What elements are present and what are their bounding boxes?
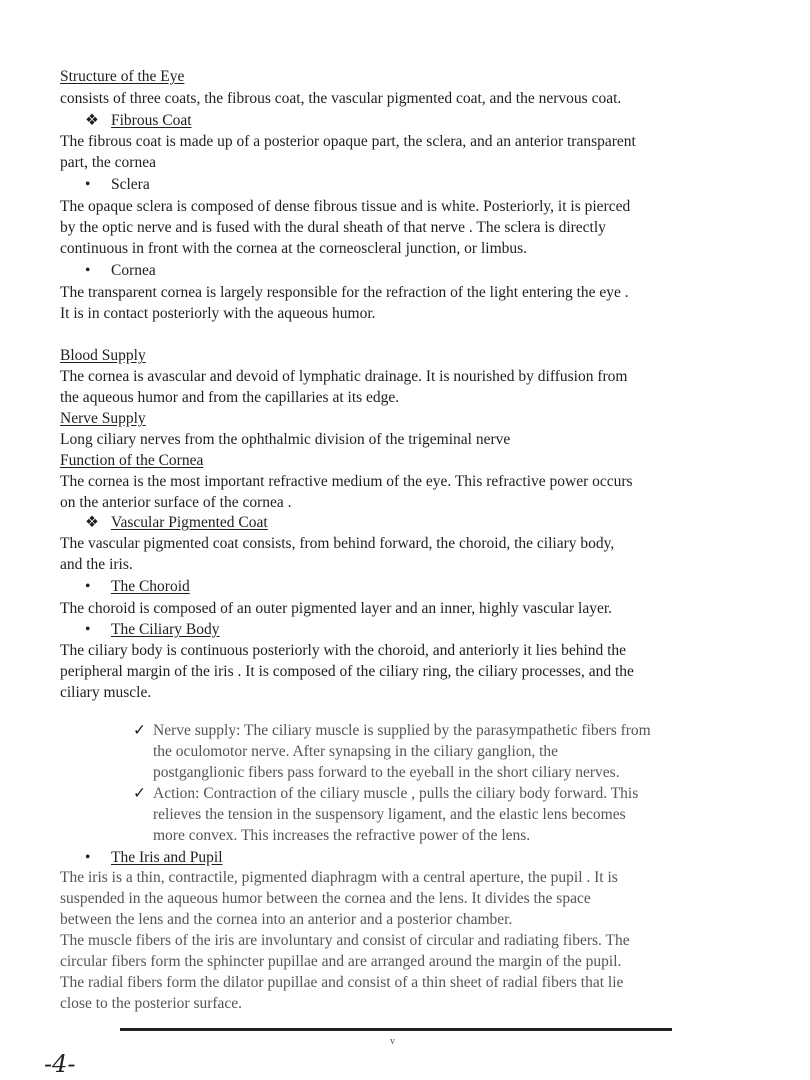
bullet-icon: • (85, 262, 91, 279)
paragraph-line: The transparent cornea is largely responsible for the refraction of the light entering the eye . (60, 284, 629, 301)
paragraph-line: The choroid is composed of an outer pigmented layer and an inner, highly vascular layer. (60, 600, 613, 617)
cornea-heading (85, 260, 156, 281)
paragraph-line: close to the posterior surface. (60, 995, 243, 1012)
diamond-bullet-icon: ❖ (85, 112, 99, 129)
paragraph-line: the aqueous humor and from the capillaries at its edge. (60, 389, 400, 406)
iris-title: The Iris and Pupil (111, 849, 223, 866)
check-icon: ✓ (133, 722, 146, 739)
vascular-coat-heading (85, 512, 268, 533)
nerve-supply-heading: Nerve Supply (60, 410, 146, 427)
paragraph-line: The fibrous coat is made up of a posterior opaque part, the sclera, and an anterior transparent (60, 133, 636, 150)
intro-text: consists of three coats, the fibrous coat, the vascular pigmented coat, and the nervous coat. (60, 90, 622, 107)
bullet-icon: • (85, 849, 91, 866)
paragraph-line: The muscle fibers of the iris are involuntary and consist of circular and radiating fibers. The (60, 932, 630, 949)
choroid-title: The Choroid (111, 578, 190, 595)
paragraph-line: The iris is a thin, contractile, pigmented diaphragm with a central aperture, the pupil . It is (60, 869, 618, 886)
function-heading: Function of the Cornea (60, 452, 204, 469)
fibrous-coat-heading (85, 110, 192, 131)
paragraph-line: ciliary muscle. (60, 684, 152, 701)
choroid-heading (85, 576, 190, 597)
bullet-icon: • (85, 578, 91, 595)
bullet-icon: • (85, 176, 91, 193)
paragraph-line: suspended in the aqueous humor between the cornea and the lens. It divides the space (60, 890, 591, 907)
paragraph-line: The cornea is the most important refractive medium of the eye. This refractive power occurs (60, 473, 633, 490)
paragraph-line: The cornea is avascular and devoid of lymphatic drainage. It is nourished by diffusion from (60, 368, 628, 385)
cornea-title: Cornea (111, 262, 156, 279)
paragraph-line: between the lens and the cornea into an anterior and a posterior chamber. (60, 911, 513, 928)
footer-mark: v (390, 1036, 395, 1047)
check-item-line: the oculomotor nerve. After synapsing in the ciliary ganglion, the (153, 743, 559, 760)
paragraph-line: on the anterior surface of the cornea . (60, 494, 292, 511)
check-item-line: Nerve supply: The ciliary muscle is supplied by the parasympathetic fibers from (153, 722, 651, 739)
footer-rule (120, 1028, 672, 1031)
fibrous-coat-title: Fibrous Coat (111, 112, 192, 129)
vascular-coat-title: Vascular Pigmented Coat (111, 514, 268, 531)
check-item-nerve (133, 720, 651, 741)
paragraph-line: part, the cornea (60, 154, 156, 171)
paragraph-line: The vascular pigmented coat consists, from behind forward, the choroid, the ciliary body, (60, 535, 615, 552)
paragraph-line: peripheral margin of the iris . It is composed of the ciliary ring, the ciliary processes, and the (60, 663, 634, 680)
paragraph-line: The ciliary body is continuous posteriorly with the choroid, and anteriorly it lies behind the (60, 642, 627, 659)
sclera-heading (85, 174, 150, 195)
blood-supply-heading: Blood Supply (60, 347, 146, 364)
paragraph-line: The opaque sclera is composed of dense fibrous tissue and is white. Posteriorly, it is pierced (60, 198, 631, 215)
paragraph-line: continuous in front with the cornea at the corneoscleral junction, or limbus. (60, 240, 528, 257)
sclera-title: Sclera (111, 176, 150, 193)
paragraph-line: Long ciliary nerves from the ophthalmic division of the trigeminal nerve (60, 431, 511, 448)
diamond-bullet-icon: ❖ (85, 514, 99, 531)
check-icon: ✓ (133, 785, 146, 802)
check-item-action (133, 783, 638, 804)
paragraph-line: It is in contact posteriorly with the aqueous humor. (60, 305, 376, 322)
main-heading: Structure of the Eye (60, 68, 185, 85)
check-item-line: more convex. This increases the refractive power of the lens. (153, 827, 531, 844)
page-number: -4- (44, 1050, 76, 1078)
check-item-line: postganglionic fibers pass forward to the eyeball in the short ciliary nerves. (153, 764, 620, 781)
check-item-line: relieves the tension in the suspensory ligament, and the elastic lens becomes (153, 806, 626, 823)
paragraph-line: by the optic nerve and is fused with the dural sheath of that nerve . The sclera is directly (60, 219, 606, 236)
paragraph-line: The radial fibers form the dilator pupillae and consist of a thin sheet of radial fibers that lie (60, 974, 624, 991)
iris-heading (85, 847, 223, 868)
paragraph-line: and the iris. (60, 556, 133, 573)
check-item-line: Action: Contraction of the ciliary muscle , pulls the ciliary body forward. This (153, 785, 639, 802)
ciliary-body-title: The Ciliary Body (111, 621, 220, 638)
bullet-icon: • (85, 621, 91, 638)
ciliary-body-heading (85, 619, 220, 640)
paragraph-line: circular fibers form the sphincter pupillae and are arranged around the margin of the pupil. (60, 953, 622, 970)
